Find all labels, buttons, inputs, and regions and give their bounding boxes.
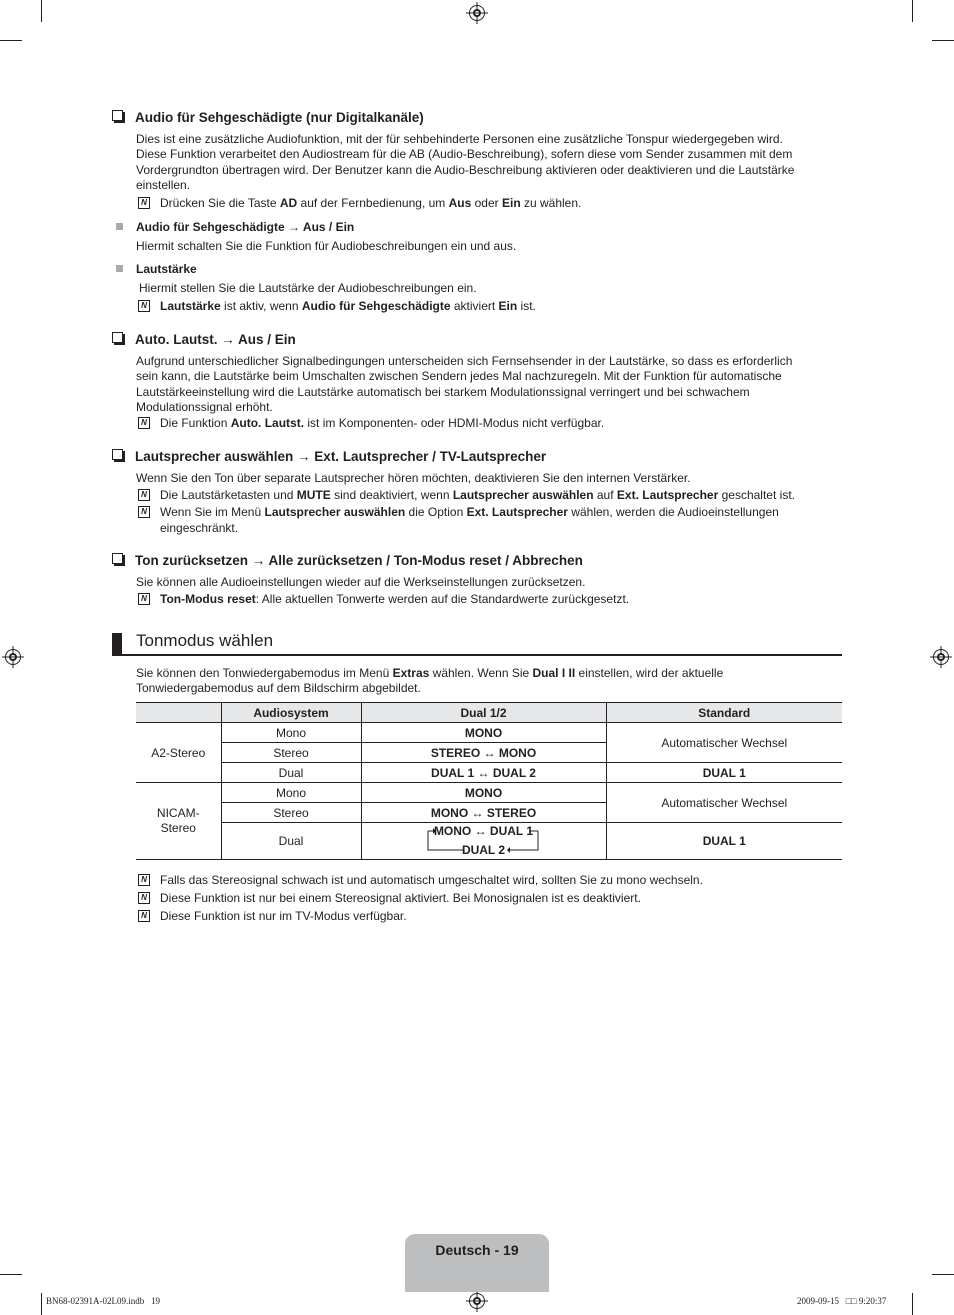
table-cell: MONO [361, 723, 606, 743]
crop-mark [932, 1274, 954, 1275]
table-header [136, 703, 221, 723]
registration-mark-icon [933, 649, 949, 665]
section-heading: Auto. Lautst. → Aus / Ein [112, 332, 296, 347]
section-body: Dies ist eine zusätzliche Audiofunktion, mit der für sehbehinderte Personen eine zusätzliche Tonspur wiedergegeben wird. Diese Funktion verarbeitet den Audiostream für die AB (Audio-Beschreibung), sofern diese vom Sender zusammen mit dem Vordergrundton übertragen wird. Der Benutzer kann die Audio-Beschreibung aktivieren oder deaktivieren und die Lautstärke einstellen. [136, 132, 795, 192]
registration-mark-icon [469, 5, 485, 21]
table-cell: DUAL 1 [606, 823, 842, 860]
table-cell: STEREO ↔ MONO [361, 743, 606, 763]
note: N Diese Funktion ist nur bei einem Stereosignal aktiviert. Bei Monosignalen ist es deaktiviert. [136, 890, 816, 906]
table-cell: Automatischer Wechsel [606, 723, 842, 763]
note: N Lautstärke ist aktiv, wenn Audio für Sehgeschädigte aktiviert Ein ist. [136, 298, 816, 314]
table-cell: Dual [221, 823, 361, 860]
subitem-body: Hiermit stellen Sie die Lautstärke der Audiobeschreibungen ein. [139, 281, 477, 295]
note-icon: N [138, 910, 150, 922]
note-icon: N [138, 197, 150, 209]
note-icon: N [138, 489, 150, 501]
registration-mark-icon [5, 649, 21, 665]
note: N Diese Funktion ist nur im TV-Modus verfügbar. [136, 908, 816, 924]
table-cell: DUAL 1 [606, 763, 842, 783]
table-cell: Mono [221, 723, 361, 743]
subitem-label: Lautstärke [116, 262, 197, 276]
table-cell [361, 823, 606, 860]
section-intro: Sie können den Tonwiedergabemodus im Menü Extras wählen. Wenn Sie Dual I II einstellen, wird der aktuelle Tonwiedergabemodus auf dem Bildschirm abgebildet. [136, 666, 724, 696]
note-icon: N [138, 892, 150, 904]
table-cell: Stereo [221, 803, 361, 823]
dual-mode-b: DUAL 2 [461, 843, 506, 857]
table-header: Audiosystem [221, 703, 361, 723]
section-heading: Ton zurücksetzen → Alle zurücksetzen / Ton-Modus reset / Abbrechen [112, 553, 583, 568]
section-heading: Lautsprecher auswählen → Ext. Lautsprecher / TV-Lautsprecher [112, 449, 546, 464]
square-bullet-icon [116, 223, 123, 230]
crop-mark [932, 40, 954, 41]
checkbox-bullet-icon [112, 332, 123, 343]
table-cell: MONO [361, 783, 606, 803]
table-cell: Mono [221, 783, 361, 803]
checkbox-bullet-icon [112, 553, 123, 564]
table-cell: DUAL 1 ↔ DUAL 2 [361, 763, 606, 783]
note: N Die Funktion Auto. Lautst. ist im Komponenten- oder HDMI-Modus nicht verfügbar. [136, 415, 816, 431]
checkbox-bullet-icon [112, 449, 123, 460]
note: N Die Lautstärketasten und MUTE sind deaktiviert, wenn Lautsprecher auswählen auf Ext. Lautsprecher geschaltet ist. [136, 487, 816, 503]
checkbox-bullet-icon [112, 110, 123, 121]
note: N Ton-Modus reset: Alle aktuellen Tonwerte werden auf die Standardwerte zurückgesetzt. [136, 591, 816, 607]
note: N Falls das Stereosignal schwach ist und automatisch umgeschaltet wird, sollten Sie zu mono wechseln. [136, 872, 816, 888]
note: N Drücken Sie die Taste AD auf der Fernbedienung, um Aus oder Ein zu wählen. [136, 195, 816, 211]
imprint-date: 2009-09-15 □□ 9:20:37 [797, 1296, 887, 1306]
subitem-body: Hiermit schalten Sie die Funktion für Audiobeschreibungen ein und aus. [136, 239, 517, 253]
registration-mark-icon [469, 1293, 485, 1309]
section-body: Aufgrund unterschiedlicher Signalbedingungen unterscheiden sich Fernsehsender in der Lautstärke, so dass es erforderlich sein kann, die Lautstärke beim Umschalten zwischen Sendern jedes Mal nachzuregeln. Mit der Funktion für automatische Lautstärkeeinstellung wird die Lautstärke automatisch bei starkem Modulationssignal verringert und bei schwachem Modulationssignal erhöht. [136, 354, 793, 414]
section-body: Wenn Sie den Ton über separate Lautsprecher hören möchten, deaktivieren Sie den internen Verstärker. [136, 471, 691, 485]
page-number: Deutsch - 19 [435, 1242, 519, 1258]
section-title: Tonmodus wählen [136, 631, 274, 650]
crop-mark [912, 1293, 913, 1315]
table-header: Standard [606, 703, 842, 723]
dual-mode-a: MONO ↔ DUAL 1 [433, 824, 534, 838]
section-heading: Audio für Sehgeschädigte (nur Digitalkanäle) [112, 110, 424, 125]
table-cell: A2-Stereo [136, 723, 221, 783]
crop-mark [0, 1274, 22, 1275]
section-rule [112, 654, 842, 656]
table-cell: MONO ↔ STEREO [361, 803, 606, 823]
note-icon: N [138, 593, 150, 605]
imprint-file: BN68-02391A-02L09.indb 19 [46, 1296, 160, 1306]
section-bar [112, 633, 122, 655]
table-cell: Automatischer Wechsel [606, 783, 842, 823]
sound-mode-table [136, 702, 842, 860]
note-icon: N [138, 300, 150, 312]
note-icon: N [138, 506, 150, 518]
crop-mark [41, 1293, 42, 1315]
note: N Wenn Sie im Menü Lautsprecher auswählen die Option Ext. Lautsprecher wählen, werden die Audioeinstellungen eingeschränkt. [136, 504, 816, 536]
table-header: Dual 1/2 [361, 703, 606, 723]
section-body: Sie können alle Audioeinstellungen wieder auf die Werkseinstellungen zurücksetzen. [136, 575, 586, 589]
table-cell: NICAM- Stereo [136, 783, 221, 860]
table-cell: Stereo [221, 743, 361, 763]
crop-mark [912, 0, 913, 22]
crop-mark [0, 40, 22, 41]
note-icon: N [138, 417, 150, 429]
crop-mark [41, 0, 42, 22]
table-cell: Dual [221, 763, 361, 783]
note-icon: N [138, 874, 150, 886]
subitem-label: Audio für Sehgeschädigte → Aus / Ein [116, 220, 354, 234]
square-bullet-icon [116, 265, 123, 272]
